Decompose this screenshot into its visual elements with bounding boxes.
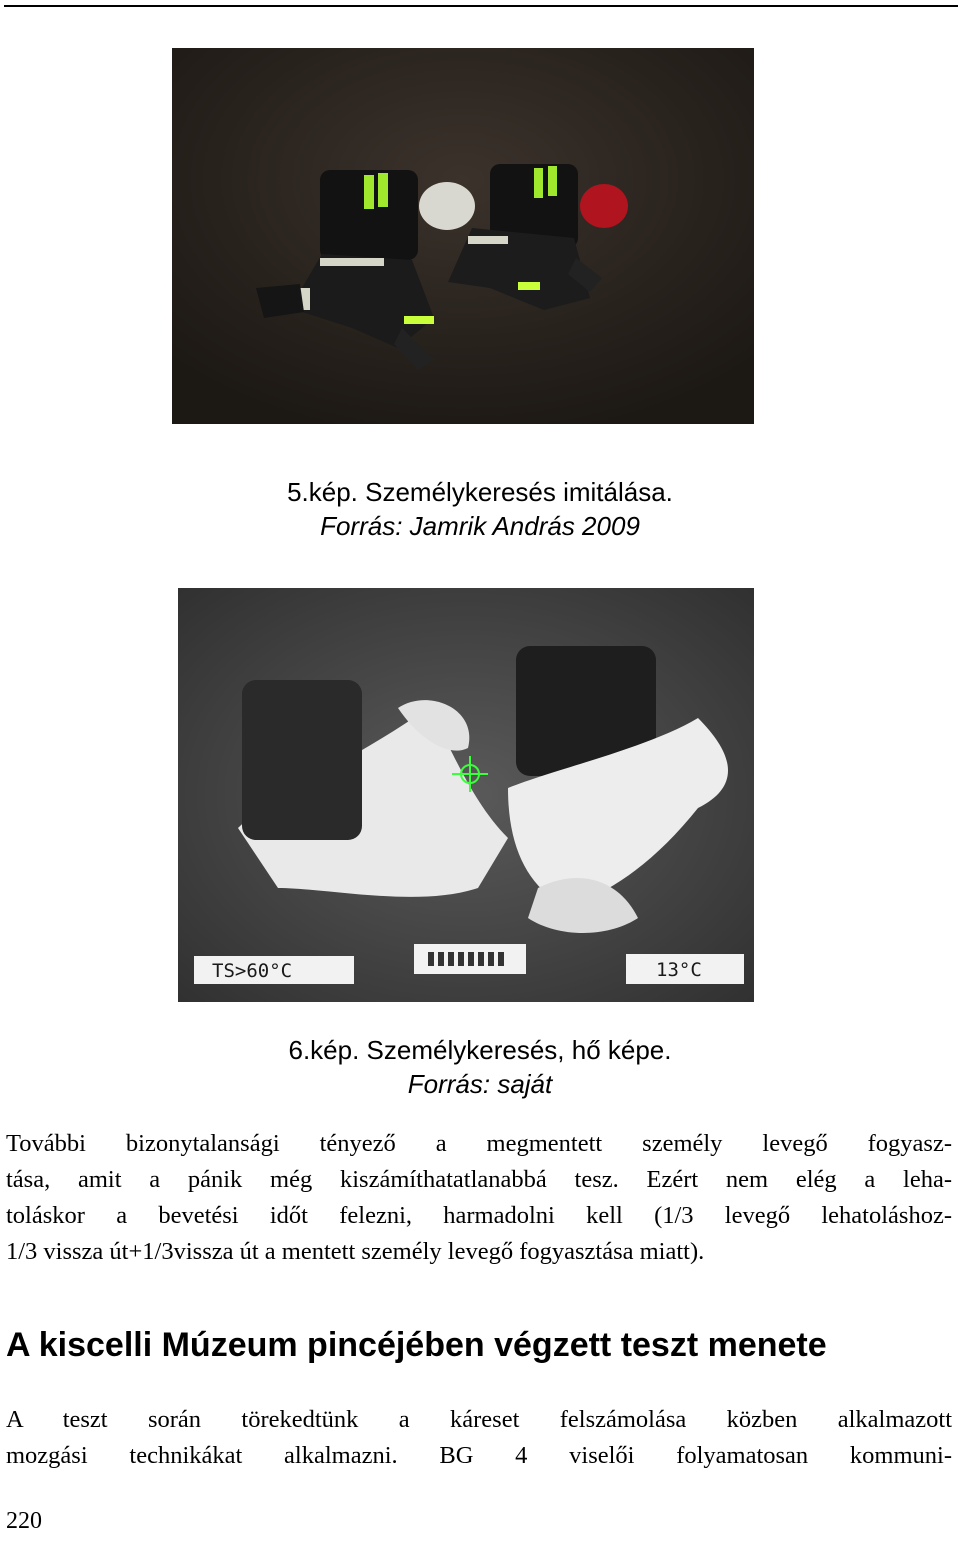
page-number: 220 [6,1508,42,1534]
figure1-photo [172,48,754,424]
thermal-label-left: TS>60°C [212,960,293,982]
paragraph-1-line: tása, amit a pánik még kiszámíthatatlanabbá tesz. Ezért nem elég a leha- [6,1166,952,1193]
paragraph-2-line: A teszt során törekedtünk a káreset felszámolása közben alkalmazott [6,1406,952,1433]
figure1-source [0,510,960,542]
paragraph-1 [6,1126,952,1270]
paragraph-1-line: 1/3 vissza út+1/3vissza út a mentett személy levegő fogyasztása miatt). [6,1238,705,1265]
figure2-caption: 6.kép. Személykeresés, hő képe. [288,1035,672,1065]
paragraph-2-line: mozgási technikákat alkalmazni. BG 4 viselői folyamatosan kommuni- [6,1442,952,1469]
thermal-label-right: 13°C [656,959,702,981]
figure2-thermal-photo [178,588,754,1002]
paragraph-1-line: További bizonytalansági tényező a megmentett személy levegő fogyasz- [6,1130,952,1157]
figure1-source-text: Forrás: Jamrik András 2009 [320,511,640,541]
figure1-caption: 5.kép. Személykeresés imitálása. [287,477,673,507]
figure2-source [0,1068,960,1100]
figure2-source-text: Forrás: saját [407,1069,553,1099]
section-heading: A kiscelli Múzeum pincéjében végzett teszt menete [6,1326,827,1364]
top-rule [4,5,958,7]
paragraph-2 [6,1402,952,1474]
paragraph-1-line: toláskor a bevetési időt felezni, harmadolni kell (1/3 levegő lehatoláshoz- [6,1202,952,1229]
